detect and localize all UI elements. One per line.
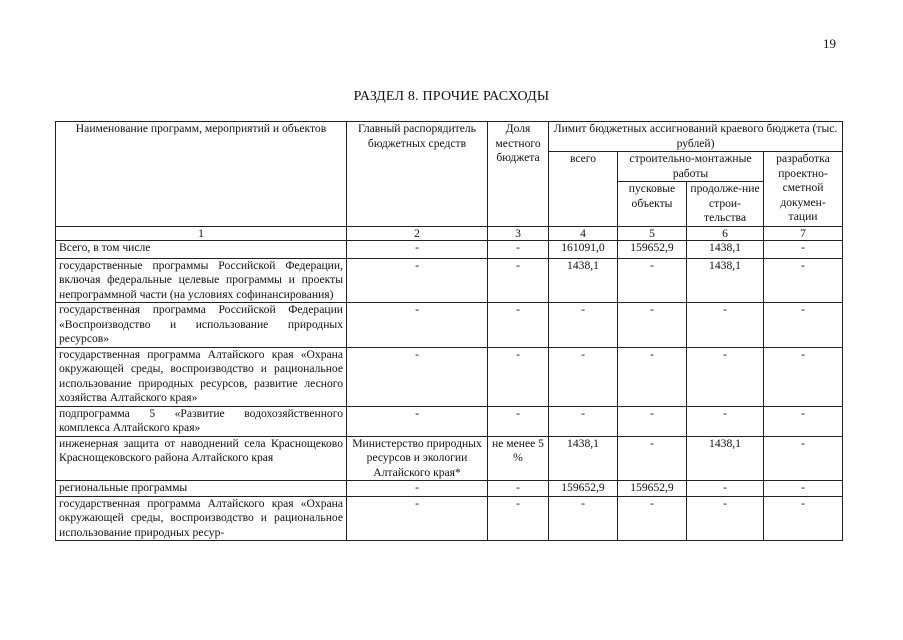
- header-continuing: продолже-ние строи-тельства: [687, 182, 764, 227]
- col-number-2: 2: [347, 226, 488, 240]
- table-row: [56, 436, 843, 481]
- row-distributor: Министерство природных ресурсов и экологии Алтайского края*: [347, 436, 488, 481]
- row-name: государственная программа Алтайского края «Охрана окружающей среды, воспроизводство и рациональное использование природных ресурсов, развитие лесного хозяйства Алтайского края»: [56, 347, 347, 406]
- row-total: -: [549, 406, 618, 436]
- page-number: 19: [823, 36, 836, 51]
- row-continuing: 1438,1: [687, 436, 764, 481]
- row-total: 161091,0: [549, 240, 618, 258]
- col-number-1: 1: [56, 226, 347, 240]
- row-distributor: -: [347, 240, 488, 258]
- col-number-4: 4: [549, 226, 618, 240]
- row-startup: -: [618, 303, 687, 348]
- row-startup: -: [618, 436, 687, 481]
- row-distributor: -: [347, 406, 488, 436]
- row-total: -: [549, 496, 618, 541]
- header-row-1: [56, 122, 843, 152]
- column-number-row: [56, 226, 843, 240]
- col-number-5: 5: [618, 226, 687, 240]
- col-number-7: 7: [764, 226, 843, 240]
- header-total: всего: [549, 152, 618, 227]
- row-design: -: [764, 406, 843, 436]
- row-share: -: [488, 347, 549, 406]
- row-startup: 159652,9: [618, 240, 687, 258]
- header-name: Наименование программ, мероприятий и объектов: [56, 122, 347, 227]
- row-design: -: [764, 303, 843, 348]
- table-row: [56, 303, 843, 348]
- row-name: государственная программа Российской Федерации «Воспроизводство и использование природных ресурсов»: [56, 303, 347, 348]
- table-row: [56, 240, 843, 258]
- row-continuing: -: [687, 481, 764, 497]
- row-continuing: 1438,1: [687, 258, 764, 303]
- header-design: разработка проектно-сметной докумен-тации: [764, 152, 843, 227]
- row-distributor: -: [347, 481, 488, 497]
- row-continuing: -: [687, 406, 764, 436]
- row-share: -: [488, 303, 549, 348]
- row-design: -: [764, 481, 843, 497]
- table-row: [56, 481, 843, 497]
- row-design: -: [764, 436, 843, 481]
- row-startup: -: [618, 406, 687, 436]
- row-distributor: -: [347, 303, 488, 348]
- col-number-3: 3: [488, 226, 549, 240]
- row-total: -: [549, 347, 618, 406]
- row-share: не менее 5 %: [488, 436, 549, 481]
- row-name: региональные программы: [56, 481, 347, 497]
- row-name: подпрограмма 5 «Развитие водохозяйственного комплекса Алтайского края»: [56, 406, 347, 436]
- row-name: Всего, в том числе: [56, 240, 347, 258]
- row-total: 1438,1: [549, 258, 618, 303]
- row-name: государственная программа Алтайского края «Охрана окружающей среды, воспроизводство и рациональное использование природных ресур-: [56, 496, 347, 541]
- row-continuing: -: [687, 496, 764, 541]
- header-limit: Лимит бюджетных ассигнований краевого бюджета (тыс. рублей): [549, 122, 843, 152]
- row-total: -: [549, 303, 618, 348]
- header-distributor: Главный распорядитель бюджетных средств: [347, 122, 488, 227]
- row-design: -: [764, 347, 843, 406]
- row-startup: -: [618, 258, 687, 303]
- row-total: 159652,9: [549, 481, 618, 497]
- table-row: [56, 347, 843, 406]
- row-share: -: [488, 406, 549, 436]
- row-startup: -: [618, 347, 687, 406]
- table-row: [56, 406, 843, 436]
- row-share: -: [488, 496, 549, 541]
- row-name: государственные программы Российской Федерации, включая федеральные целевые программы и проекты непрограммной части (на условиях софинансирования): [56, 258, 347, 303]
- row-continuing: 1438,1: [687, 240, 764, 258]
- row-name: инженерная защита от наводнений села Краснощеково Краснощековского района Алтайского края: [56, 436, 347, 481]
- row-design: -: [764, 258, 843, 303]
- row-share: -: [488, 258, 549, 303]
- col-number-6: 6: [687, 226, 764, 240]
- row-distributor: -: [347, 496, 488, 541]
- row-continuing: -: [687, 347, 764, 406]
- row-startup: 159652,9: [618, 481, 687, 497]
- table-row: [56, 496, 843, 541]
- section-title: РАЗДЕЛ 8. ПРОЧИЕ РАСХОДЫ: [353, 89, 550, 104]
- row-distributor: -: [347, 258, 488, 303]
- header-construction: строительно-монтажные работы: [618, 152, 764, 182]
- header-startup: пусковые объекты: [618, 182, 687, 227]
- row-design: -: [764, 496, 843, 541]
- row-design: -: [764, 240, 843, 258]
- row-distributor: -: [347, 347, 488, 406]
- row-share: -: [488, 240, 549, 258]
- row-continuing: -: [687, 303, 764, 348]
- budget-table: [55, 121, 843, 541]
- row-total: 1438,1: [549, 436, 618, 481]
- table-row: [56, 258, 843, 303]
- row-share: -: [488, 481, 549, 497]
- header-local-share: Доля местного бюджета: [488, 122, 549, 227]
- row-startup: -: [618, 496, 687, 541]
